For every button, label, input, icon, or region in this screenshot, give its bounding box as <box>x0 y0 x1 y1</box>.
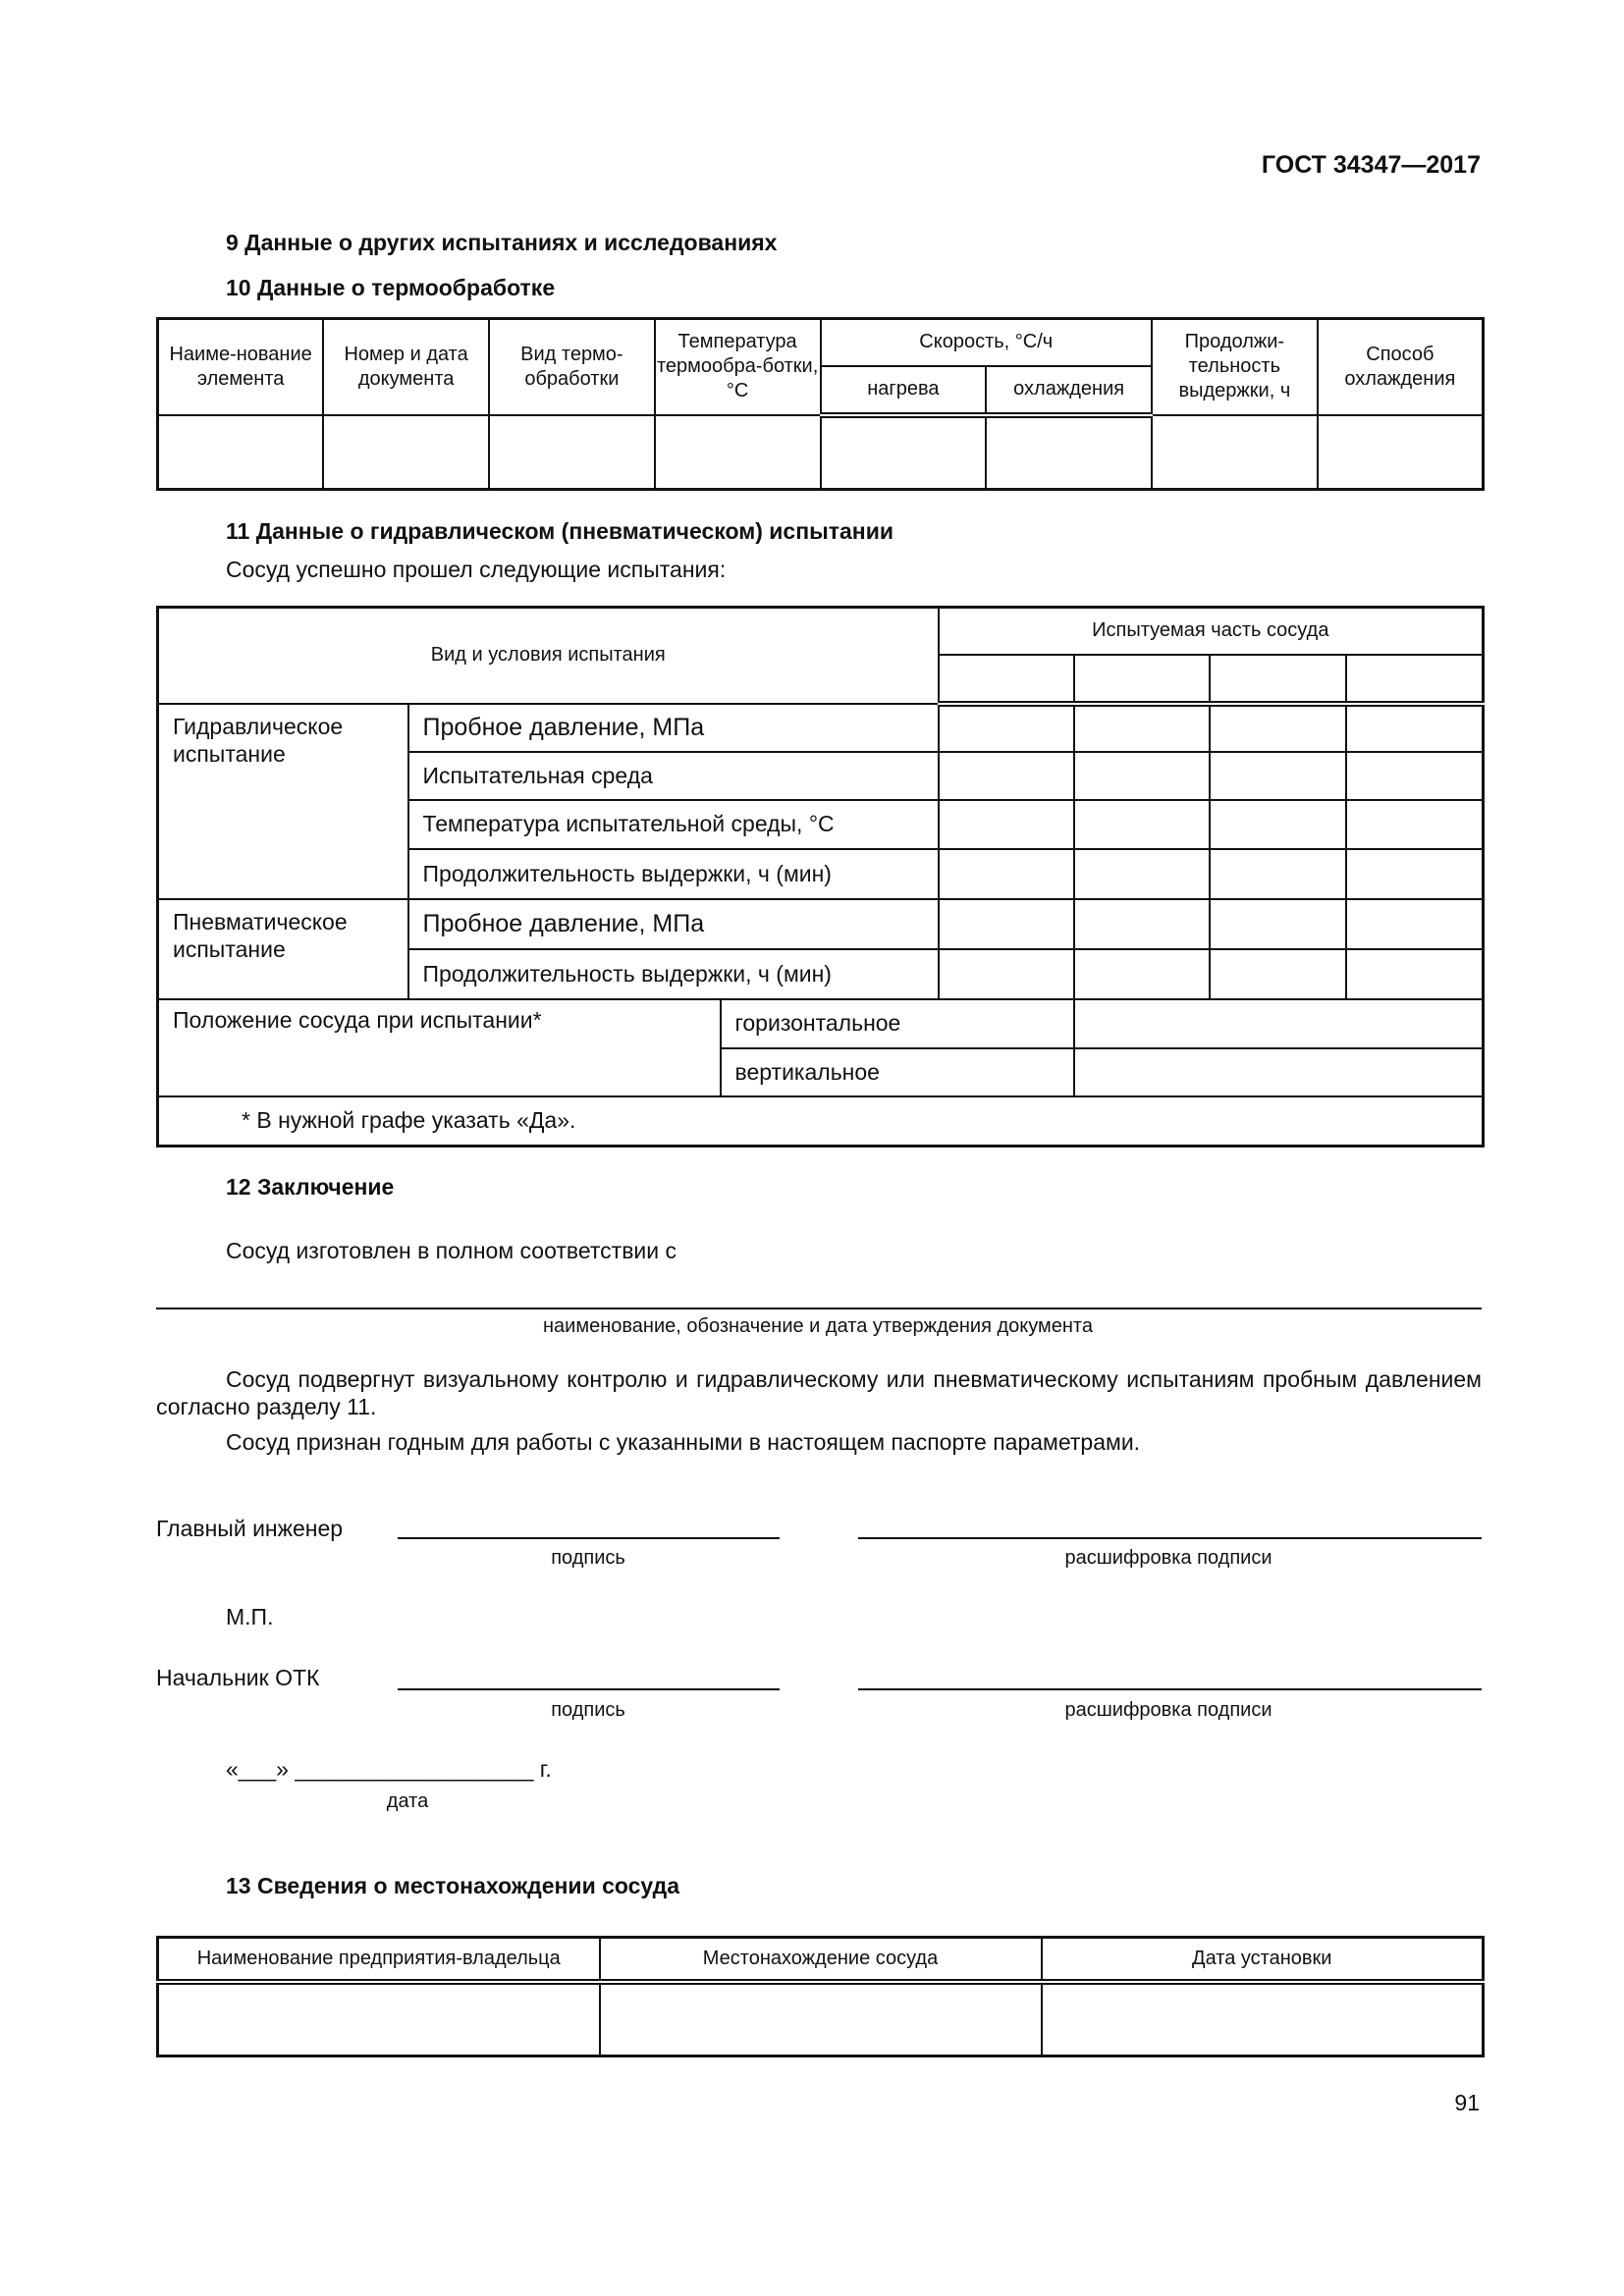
pressure-test-table <box>156 606 1485 1148</box>
signature-caption: подпись <box>551 1699 625 1721</box>
cell[interactable] <box>1210 800 1346 849</box>
cell[interactable] <box>1042 1982 1484 2056</box>
col-type: Вид термо-обработки <box>489 319 655 415</box>
col-cool: охлаждения <box>986 366 1152 415</box>
cell[interactable] <box>1210 704 1346 752</box>
paragraph-approved: Сосуд признан годным для работы с указанными в настоящем паспорте параметрами. <box>226 1429 1141 1455</box>
date-caption: дата <box>386 1790 429 1812</box>
col-method: Способ охлаждения <box>1318 319 1484 415</box>
cell[interactable] <box>1346 655 1484 704</box>
cell[interactable] <box>1074 1048 1484 1096</box>
cell[interactable] <box>1346 899 1484 949</box>
cell[interactable] <box>1074 800 1210 849</box>
cell[interactable] <box>158 415 324 490</box>
standard-header: ГОСТ 34347—2017 <box>1261 151 1481 179</box>
paragraph-inspection: Сосуд подвергнут визуальному контролю и гидравлическому или пневматическому испытаниям пробным давлением согласно разделу 11. <box>156 1366 1482 1419</box>
decode-caption: расшифровка подписи <box>1064 1547 1272 1569</box>
cell[interactable] <box>1210 655 1346 704</box>
cell[interactable] <box>1074 704 1210 752</box>
cell[interactable] <box>939 655 1074 704</box>
cell[interactable] <box>939 949 1074 999</box>
footnote: * В нужной графе указать «Да». <box>158 1096 1484 1147</box>
document-line[interactable] <box>156 1308 1482 1309</box>
col-speed: Скорость, °С/ч <box>821 319 1153 366</box>
cell[interactable] <box>1074 949 1210 999</box>
otk-decode-line[interactable] <box>858 1688 1482 1690</box>
col-location: Местонахождение сосуда <box>600 1938 1042 1982</box>
section-11-intro: Сосуд успешно прошел следующие испытания: <box>226 557 727 582</box>
location-table <box>156 1936 1485 2057</box>
col-temp: Температура термообра-ботки, °С <box>655 319 821 415</box>
col-install-date: Дата установки <box>1042 1938 1484 1982</box>
chief-signature-line[interactable] <box>398 1537 780 1539</box>
row-label: Продолжительность выдержки, ч (мин) <box>408 849 939 899</box>
otk-signature-line[interactable] <box>398 1688 780 1690</box>
col-owner: Наименование предприятия-владельца <box>158 1938 600 1982</box>
cell[interactable] <box>986 415 1152 490</box>
cell[interactable] <box>939 752 1074 800</box>
horizontal-label: горизонтальное <box>721 999 1074 1048</box>
col-duration: Продолжи-тельность выдержки, ч <box>1152 319 1318 415</box>
col-heat: нагрева <box>821 366 987 415</box>
row-label: Продолжительность выдержки, ч (мин) <box>408 949 939 999</box>
page-number: 91 <box>1454 2090 1480 2115</box>
cell[interactable] <box>655 415 821 490</box>
cell[interactable] <box>1346 800 1484 849</box>
otk-head-label: Начальник ОТК <box>156 1665 320 1690</box>
cell[interactable] <box>1152 415 1318 490</box>
cell[interactable] <box>1074 752 1210 800</box>
chief-engineer-label: Главный инженер <box>156 1516 344 1541</box>
section-13-title: 13 Сведения о местонахождении сосуда <box>226 1873 680 1898</box>
cell[interactable] <box>158 1982 600 2056</box>
date-field[interactable]: «___» ___________________ г. <box>226 1756 552 1782</box>
cell[interactable] <box>1346 752 1484 800</box>
row-label: Температура испытательной среды, °С <box>408 800 939 849</box>
col-doc: Номер и дата документа <box>323 319 489 415</box>
table-row <box>158 1982 1484 2056</box>
cell[interactable] <box>1210 849 1346 899</box>
hydraulic-label: Гидравлическое испытание <box>158 704 408 899</box>
cell[interactable] <box>1210 752 1346 800</box>
cell[interactable] <box>1346 949 1484 999</box>
cell[interactable] <box>939 899 1074 949</box>
cell[interactable] <box>323 415 489 490</box>
chief-decode-line[interactable] <box>858 1537 1482 1539</box>
section-9-title: 9 Данные о других испытаниях и исследованиях <box>226 230 778 255</box>
cell[interactable] <box>600 1982 1042 2056</box>
cell[interactable] <box>821 415 987 490</box>
row-label: Пробное давление, МПа <box>408 704 939 752</box>
row-label: Испытательная среда <box>408 752 939 800</box>
cell[interactable] <box>1210 949 1346 999</box>
section-11-title: 11 Данные о гидравлическом (пневматическом) испытании <box>226 518 893 544</box>
cell[interactable] <box>1210 899 1346 949</box>
cell[interactable] <box>1346 849 1484 899</box>
cell[interactable] <box>489 415 655 490</box>
cell[interactable] <box>939 800 1074 849</box>
stamp-label: М.П. <box>226 1604 274 1629</box>
decode-caption: расшифровка подписи <box>1064 1699 1272 1721</box>
head-part: Испытуемая часть сосуда <box>939 608 1484 655</box>
cell[interactable] <box>939 704 1074 752</box>
vertical-label: вертикальное <box>721 1048 1074 1096</box>
pneumatic-label: Пневматическое испытание <box>158 899 408 999</box>
signature-caption: подпись <box>551 1547 625 1569</box>
section-12-title: 12 Заключение <box>226 1174 395 1200</box>
col-name: Наиме-нование элемента <box>158 319 324 415</box>
cell[interactable] <box>1346 704 1484 752</box>
document-caption: наименование, обозначение и дата утверждения документа <box>543 1315 1093 1337</box>
position-label: Положение сосуда при испытании* <box>158 999 721 1096</box>
cell[interactable] <box>1074 899 1210 949</box>
head-type: Вид и условия испытания <box>158 608 939 704</box>
row-label: Пробное давление, МПа <box>408 899 939 949</box>
cell[interactable] <box>1074 655 1210 704</box>
cell[interactable] <box>1074 849 1210 899</box>
cell[interactable] <box>939 849 1074 899</box>
section-10-title: 10 Данные о термообработке <box>226 275 556 300</box>
made-text: Сосуд изготовлен в полном соответствии с <box>226 1238 677 1263</box>
cell[interactable] <box>1318 415 1484 490</box>
heat-treatment-table <box>156 317 1485 491</box>
cell[interactable] <box>1074 999 1484 1048</box>
table-row <box>158 415 1484 490</box>
